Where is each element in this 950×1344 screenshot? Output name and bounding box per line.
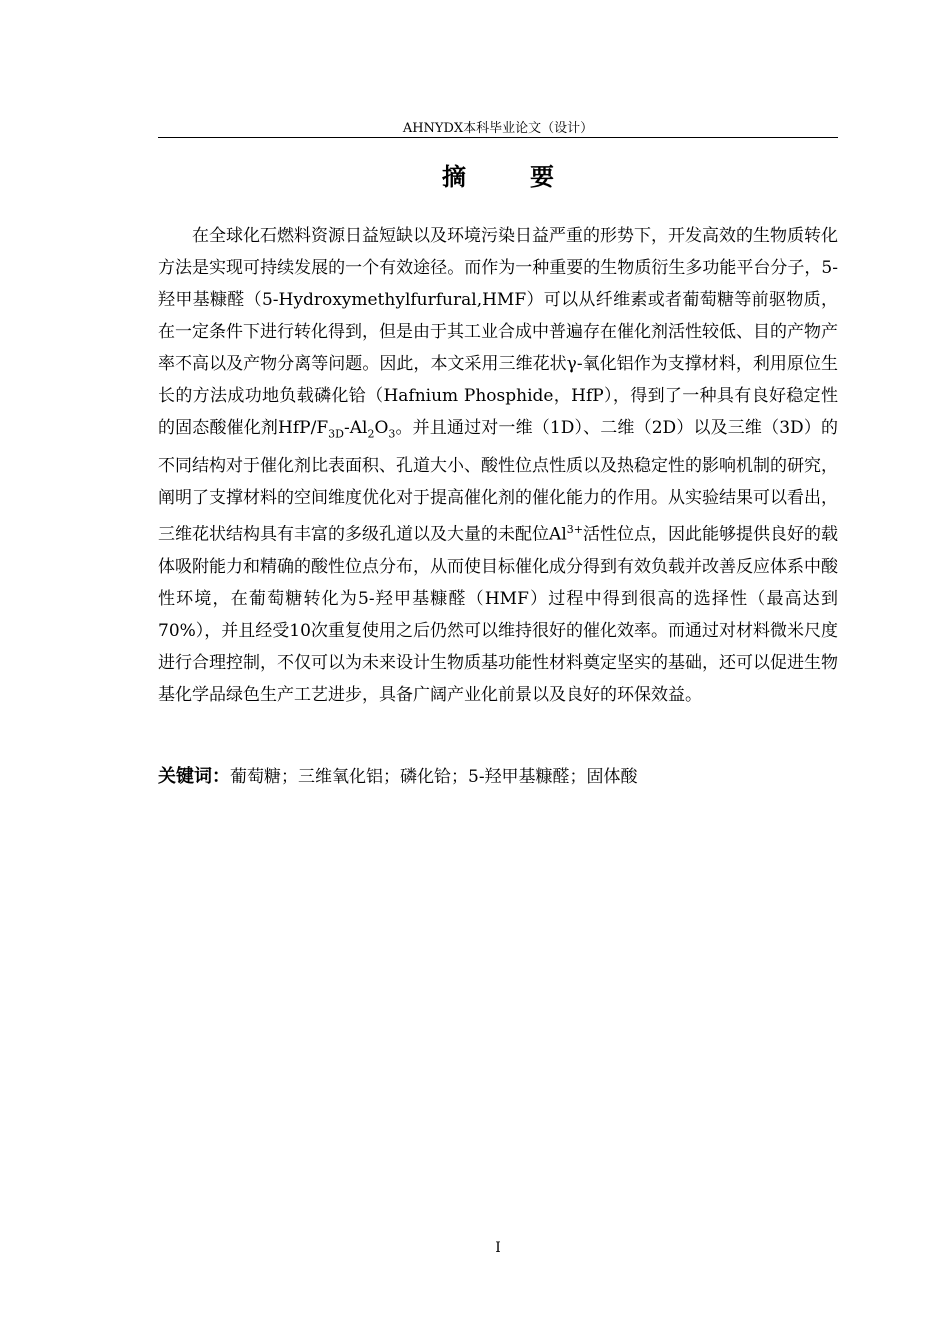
running-header: AHNYDX本科毕业论文（设计）: [402, 121, 594, 136]
keywords-text: 葡萄糖；三维氧化铝；磷化铪；5-羟甲基糠醛；固体酸: [230, 767, 638, 787]
abstract-text-3: O: [374, 418, 389, 438]
subscript-2: 2: [367, 427, 375, 441]
abstract-text-2: -Al: [343, 418, 368, 438]
subscript-3: 3: [388, 427, 396, 441]
subscript-3d: 3D: [328, 427, 344, 441]
keywords-line: [158, 761, 838, 793]
keywords-label: 关键词：: [158, 766, 230, 787]
abstract-text-1: 在全球化石燃料资源日益短缺以及环境污染日益严重的形势下，开发高效的生物质转化方法是实现可持续发展的一个有效途径。而作为一种重要的生物质衍生多功能平台分子，5-羟甲基糠醛（5-Hydroxymethylfurfural,HMF）可以从纤维素或者葡萄糖等前驱物质，在一定条件下进行转化得到，但是由于其工业合成中普遍存在催化剂活性较低、目的产物产率不高以及产物分离等问题。因此，本文采用三维花状γ-氧化铝作为支撑材料，利用原位生长的方法成功地负载磷化铪（Hafnium Phosphide，HfP），得到了一种具有良好稳定性的固态酸催化剂HfP/F: [158, 226, 838, 438]
superscript-3plus: 3+: [566, 523, 583, 537]
abstract-text-4: 。并且通过对一维（1D）、二维（2D）以及三维（3D）的不同结构对于催化剂比表面积、孔道大小、酸性位点性质以及热稳定性的影响机制的研究，阐明了支撑材料的空间维度优化对于提高催化剂的催化能力的作用。从实验结果可以看出，三维花状结构具有丰富的多级孔道以及大量的未配位Al: [158, 418, 838, 546]
abstract-title: 摘 要: [442, 163, 574, 191]
header-rule: [158, 137, 838, 138]
abstract-text-5: 活性位点，因此能够提供良好的载体吸附能力和精确的酸性位点分布，从而使目标催化成分得到有效负载并改善反应体系中酸性环境，在葡萄糖转化为5-羟甲基糠醛（HMF）过程中得到很高的选择性（最高达到70%），并且经受10次重复使用之后仍然可以维持很好的催化效率。而通过对材料微米尺度进行合理控制，不仅可以为未来设计生物质基功能性材料奠定坚实的基础，还可以促进生物基化学品绿色生产工艺进步，具备广阔产业化前景以及良好的环保效益。: [158, 525, 839, 706]
page-number: I: [495, 1240, 501, 1256]
abstract-paragraph: [158, 220, 838, 711]
